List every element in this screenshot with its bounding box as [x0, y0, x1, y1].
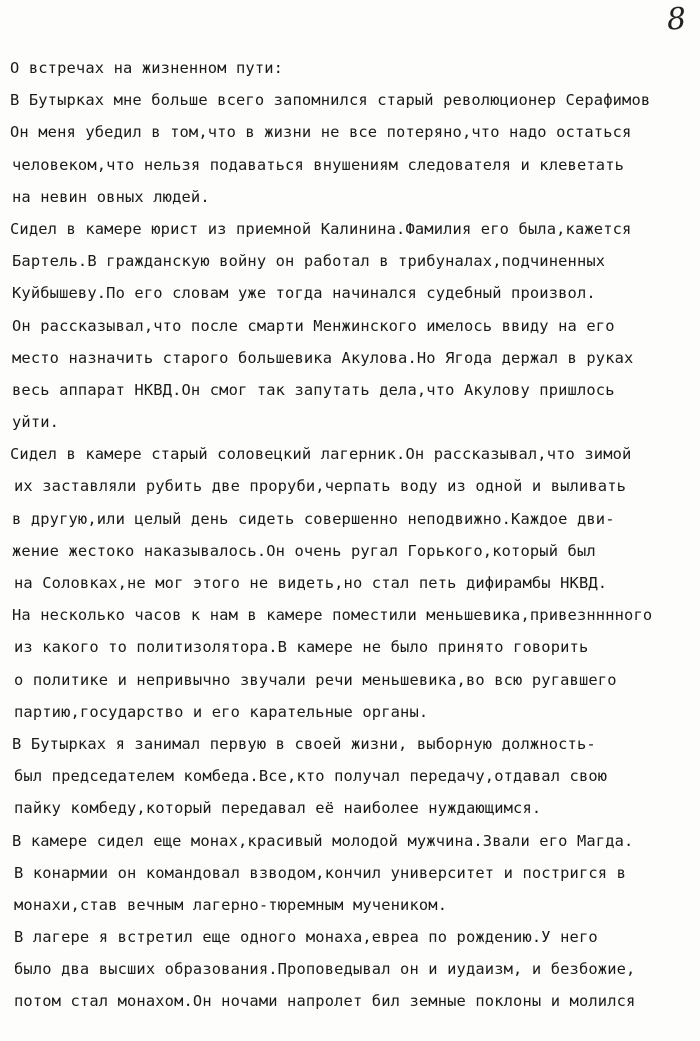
text-line: В конармии он командовал взводом,кончил университет и постригся в	[14, 863, 627, 882]
text-line: был председателем комбеда.Все,кто получал передачу,отдавал свою	[14, 767, 608, 786]
text-line: В Бутырках мне больше всего запомнился старый революционер Серафимов	[10, 91, 651, 110]
text-line: потом стал монахом.Он ночами напролет бил земные поклоны и молился	[14, 992, 636, 1011]
text-line: В Бутырках я занимал первую в своей жизни, выборную должность-	[12, 734, 596, 753]
page-number: 8	[665, 1, 688, 38]
text-line: из какого то политизолятора.В камере не было принято говорить	[14, 638, 589, 657]
text-line: жение жестоко наказывалось.Он очень ругал Горького,который был	[12, 541, 596, 560]
text-line: Он рассказывал,что после смарти Менжинского имелось ввиду на его	[12, 316, 615, 335]
text-line: в другую,или целый день сидеть совершенно неподвижно.Каждое дви-	[12, 509, 615, 528]
text-line: В лагере я встретил еще одного монаха,евреа по рождению.У него	[14, 928, 598, 947]
text-line: было два высших образования.Проповедывал он и иудаизм, и безбожие,	[14, 960, 636, 979]
typewritten-text-block	[0, 52, 700, 1018]
text-line: на невин овных людей.	[12, 187, 210, 206]
text-line: партию,государство и его карательные органы.	[14, 702, 429, 721]
text-line: Куйбышеву.По его словам уже тогда начинался судебный произвол.	[12, 284, 596, 303]
text-line: весь аппарат НКВД.Он смог так запутать дела,что Акулову пришлось	[12, 380, 615, 399]
text-line: человеком,что нельзя подаваться внушениям следователя и клеветать	[12, 155, 625, 174]
text-line: На несколько часов к нам в камере поместили меньшевика,привезнннного	[12, 606, 653, 625]
text-line: монахи,став вечным лагерно-тюремным мучеником.	[14, 895, 448, 914]
text-line: уйти.	[12, 413, 60, 432]
text-line: пайку комбеду,который передавал её наиболее нуждающимся.	[14, 799, 542, 818]
text-line: Он меня убедил в том,что в жизни не все потеряно,что надо остаться	[10, 123, 632, 142]
text-line: Бартель.В гражданскую войну он работал в трибуналах,подчиненных	[12, 252, 606, 271]
text-line: Сидел в камере юрист из приемной Калинина.Фамилия его была,кажется	[10, 219, 632, 238]
text-line: О встречах на жизненном пути:	[10, 59, 284, 77]
text-line: их заставляли рубить две проруби,черпать воду из одной и выливать	[14, 477, 627, 496]
text-line: Сидел в камере старый соловецкий лагерник.Он рассказывал,что зимой	[10, 445, 632, 464]
text-line: о политике и непривычно звучали речи меньшевика,во всю ругавшего	[14, 670, 617, 689]
text-line: место назначить старого большевика Акулова.Но Ягода держал в руках	[12, 348, 634, 367]
text-line: В камере сидел еще монах,красивый молодой мужчина.Звали его Магда.	[12, 831, 634, 850]
text-line: на Соловках,не мог этого не видеть,но стал петь дифирамбы НКВД.	[14, 574, 608, 592]
